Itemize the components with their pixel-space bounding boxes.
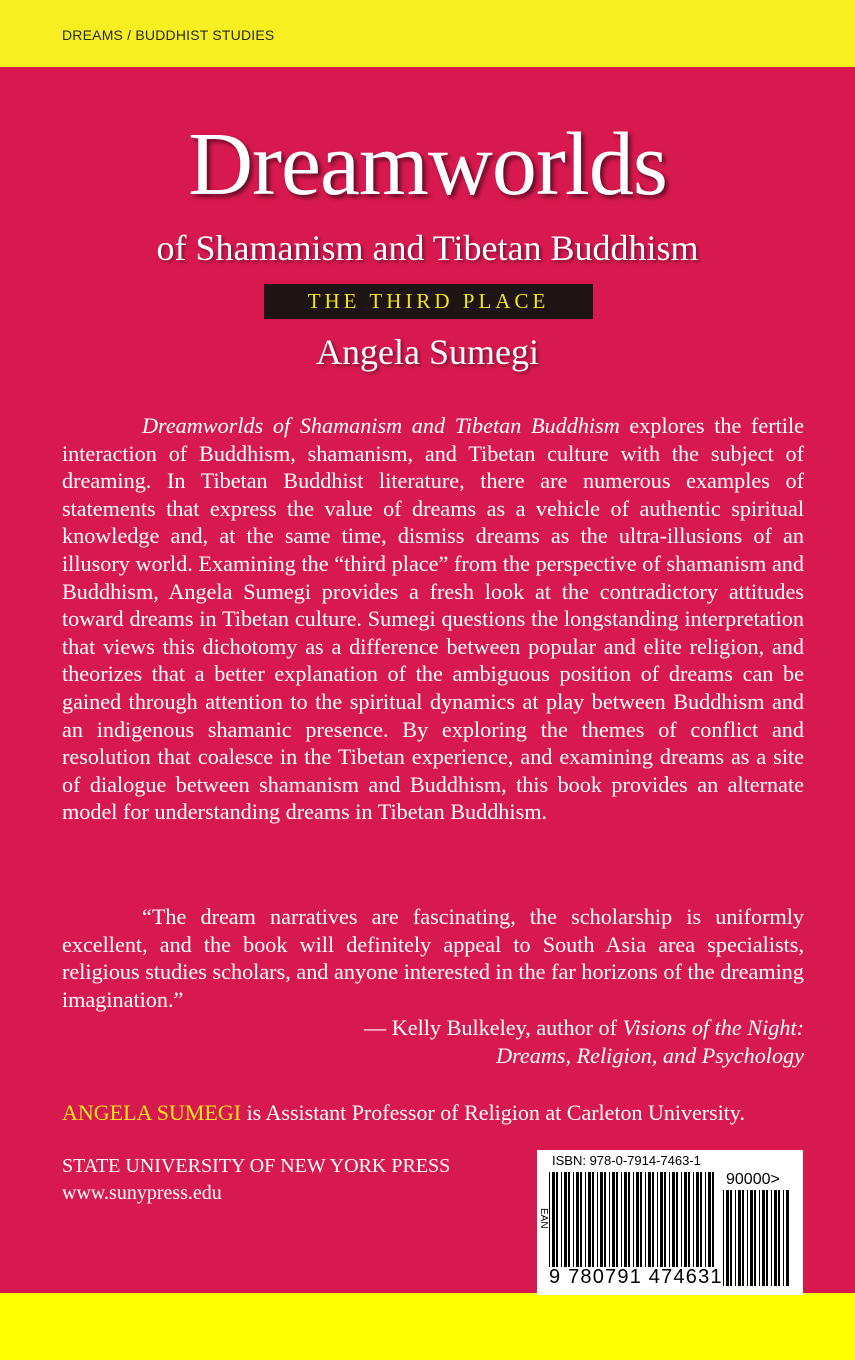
bio-text: is Assistant Professor of Religion at Carleton University.	[241, 1100, 745, 1125]
barcode-bar	[568, 1172, 570, 1267]
barcode-bar	[640, 1172, 642, 1267]
barcode-bar	[759, 1190, 760, 1286]
barcode-bar	[762, 1190, 765, 1286]
barcode-bar	[597, 1172, 598, 1267]
barcode-bar	[576, 1172, 579, 1267]
barcode-bar	[600, 1172, 603, 1267]
barcode-bar	[588, 1172, 591, 1267]
barcode-bar	[778, 1190, 780, 1286]
barcode-bar	[766, 1190, 768, 1286]
attribution-title-1: Visions of the Night:	[622, 1015, 804, 1040]
barcode-bar	[742, 1190, 744, 1286]
publisher-website: www.sunypress.edu	[62, 1182, 222, 1204]
addon-barcode-bars	[723, 1190, 789, 1286]
barcode-bar	[750, 1190, 753, 1286]
series-band: THE THIRD PLACE	[264, 284, 593, 319]
author-bio	[62, 1099, 804, 1127]
barcode-bar	[684, 1172, 687, 1267]
barcode-bar	[633, 1172, 634, 1267]
barcode-bar	[681, 1172, 682, 1267]
barcode-bar	[652, 1172, 654, 1267]
barcode-bar	[705, 1172, 706, 1267]
book-subtitle: of Shamanism and Tibetan Buddhism	[156, 228, 699, 268]
barcode-bar	[552, 1172, 555, 1267]
barcode-bar	[723, 1190, 724, 1286]
barcode-bar	[616, 1172, 618, 1267]
publisher-name: STATE UNIVERSITY OF NEW YORK PRESS	[62, 1155, 451, 1177]
description-text: explores the fertile interaction of Buddhism, shamanism, and Tibetan culture with the subject of dreaming. In Tibetan Buddhist literature, there are numerous examples of statements that express the value of dreams as a vehicle of authentic spiritual knowledge and, at the same time, dismiss dreams as the ultra-illusions of an illusory world. Examining the “third place” from the perspective of shamanism and Buddhism, Angela Sumegi provides a fresh look at the contradictory attitudes toward dreams in Tibetan culture. Sumegi questions the longstanding interpretation that views this dichotomy as a difference between popular and elite religion, and theorizes that a better explanation of the ambiguous position of dreams can be gained through attention to the spiritual dynamics at play between Buddhism and an indigenous shamanic presence. By exploring the themes of conflict and resolution that coalesce in the Tibetan experience, and examining dreams as a site of dialogue between shamanism and Buddhism, this book provides an alternate model for understanding dreams in Tibetan Buddhism.	[62, 413, 804, 825]
barcode-bar	[556, 1172, 558, 1267]
barcode-bar	[688, 1172, 690, 1267]
blurb-quote: “The dream narratives are fascinating, the scholarship is uniformly excellent, and the book will definitely appeal to South Asia area specialists, religious studies scholars, and anyone interested in the far horizons of the dreaming imagination.”	[62, 904, 804, 1012]
attribution-prefix: — Kelly Bulkeley, author of	[364, 1015, 623, 1040]
barcode-bar	[585, 1172, 586, 1267]
book-author: Angela Sumegi	[316, 332, 539, 372]
barcode-bar	[664, 1172, 666, 1267]
barcode-bar	[783, 1190, 784, 1286]
barcode-bar	[771, 1190, 772, 1286]
barcode-bar	[612, 1172, 615, 1267]
barcode-bar	[604, 1172, 606, 1267]
barcode-bar	[561, 1172, 562, 1267]
barcode-addon-digits: 90000>	[726, 1171, 780, 1188]
barcode-bar	[657, 1172, 658, 1267]
barcode-bar	[672, 1172, 675, 1267]
barcode-bar	[726, 1190, 729, 1286]
barcode-bar	[786, 1190, 789, 1286]
barcode-digits: 9 780791 474631	[549, 1266, 723, 1288]
barcode-bar	[592, 1172, 594, 1267]
description	[62, 412, 804, 826]
barcode-bar	[648, 1172, 651, 1267]
barcode-bar	[645, 1172, 646, 1267]
barcode-bar	[549, 1172, 550, 1267]
barcode-bar	[754, 1190, 756, 1286]
barcode	[537, 1150, 803, 1295]
barcode-bar	[747, 1190, 748, 1286]
barcode-bar	[696, 1172, 699, 1267]
attribution-title-2: Dreams, Religion, and Psychology	[496, 1042, 804, 1068]
barcode-bar	[628, 1172, 630, 1267]
barcode-bar	[700, 1172, 702, 1267]
bio-author-name: ANGELA SUMEGI	[62, 1100, 242, 1125]
barcode-bar	[609, 1172, 610, 1267]
blurb-attribution	[62, 1014, 804, 1069]
barcode-bar	[669, 1172, 670, 1267]
barcode-bar	[624, 1172, 627, 1267]
barcode-bar	[573, 1172, 574, 1267]
barcode-bar	[660, 1172, 663, 1267]
ean-barcode-bars	[549, 1172, 719, 1267]
barcode-bar	[735, 1190, 736, 1286]
barcode-bar	[693, 1172, 694, 1267]
barcode-bar	[564, 1172, 567, 1267]
barcode-bar	[712, 1172, 714, 1267]
ean-label: EAN	[538, 1208, 549, 1229]
description-lead-title: Dreamworlds of Shamanism and Tibetan Buddhism	[142, 413, 620, 438]
book-title: Dreamworlds	[188, 115, 667, 214]
category-label: DREAMS / BUDDHIST STUDIES	[62, 27, 275, 43]
barcode-bar	[708, 1172, 711, 1267]
barcode-bar	[676, 1172, 678, 1267]
barcode-bar	[636, 1172, 639, 1267]
isbn-label: ISBN: 978-0-7914-7463-1	[552, 1153, 701, 1168]
barcode-bar	[774, 1190, 777, 1286]
barcode-bar	[730, 1190, 732, 1286]
barcode-bar	[580, 1172, 582, 1267]
barcode-bar	[738, 1190, 741, 1286]
barcode-bar	[621, 1172, 622, 1267]
